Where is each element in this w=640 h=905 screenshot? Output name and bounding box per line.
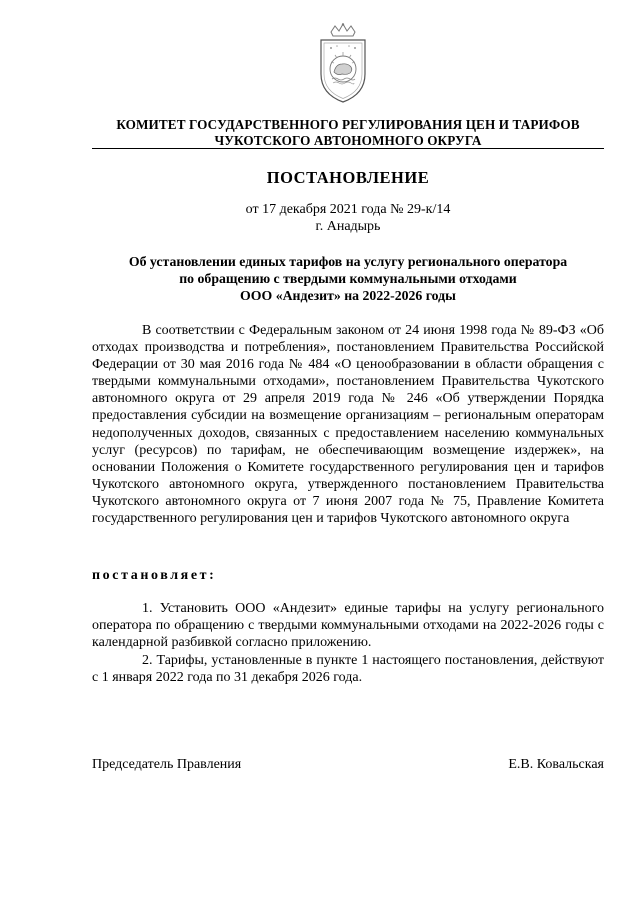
document-title-line1: Об установлении единых тарифов на услугу регионального оператора bbox=[128, 254, 568, 269]
header-divider bbox=[92, 148, 604, 149]
coat-of-arms-emblem-icon bbox=[307, 22, 379, 106]
resolution-item-2: 2. Тарифы, установленные в пункте 1 настоящего постановления, действуют с 1 января 2022 года по 31 декабря 2026 года. bbox=[92, 653, 604, 686]
resolution-item-1: 1. Установить ООО «Андезит» единые тарифы на услугу регионального оператора по обращению с твердыми коммунальными отходами на 2022-2026 годы с календарной разбивкой согласно приложению. bbox=[92, 601, 604, 651]
preamble-text: В соответствии с Федеральным законом от 24 июня 1998 года № 89-ФЗ «Об отходах производства и потребления», постановлением Правительства Российской Федерации от 30 мая 2016 года № 484 «О ценообразовании в области обращения с твердыми коммунальными отходами», постановлением Правительства Чукотского автономного округа от 29 апреля 2019 года № 246 «Об утверждении Порядка предоставления субсидии на возмещение организациям – региональным операторам недополученных доходов, связанных с предоставлением населению коммунальных услуг (ресурсов) по тарифам, не обеспечивающим возмещение издержек», на основании Положения о Комитете государственного регулирования цен и тарифов Чукотского автономного округа, утвержденного постановлением Правительства Чукотского автономного округа от 7 июня 2007 года № 75, Правление Комитета государственного регулирования цен и тарифов Чукотского автономного округа bbox=[92, 323, 604, 527]
document-title-line3: ООО «Андезит» на 2022-2026 годы bbox=[240, 288, 456, 303]
document-title bbox=[92, 253, 604, 304]
preamble-paragraph bbox=[92, 322, 604, 527]
signatory-name: Е.В. Ковальская bbox=[508, 757, 604, 772]
document-title-line2: по обращению с твердыми коммунальными отходами bbox=[179, 271, 517, 286]
resolve-word: постановляет: bbox=[92, 568, 217, 583]
document-city: г. Анадырь bbox=[315, 219, 381, 234]
organization-name-line1: КОМИТЕТ ГОСУДАРСТВЕННОГО РЕГУЛИРОВАНИЯ ЦЕН И ТАРИФОВ bbox=[116, 117, 580, 132]
signatory-position: Председатель Правления bbox=[92, 757, 242, 772]
document-type: ПОСТАНОВЛЕНИЕ bbox=[266, 168, 430, 187]
document-date-number: от 17 декабря 2021 года № 29-к/14 bbox=[245, 202, 451, 217]
organization-header bbox=[92, 117, 604, 149]
organization-name-line2: ЧУКОТСКОГО АВТОНОМНОГО ОКРУГА bbox=[214, 133, 482, 148]
